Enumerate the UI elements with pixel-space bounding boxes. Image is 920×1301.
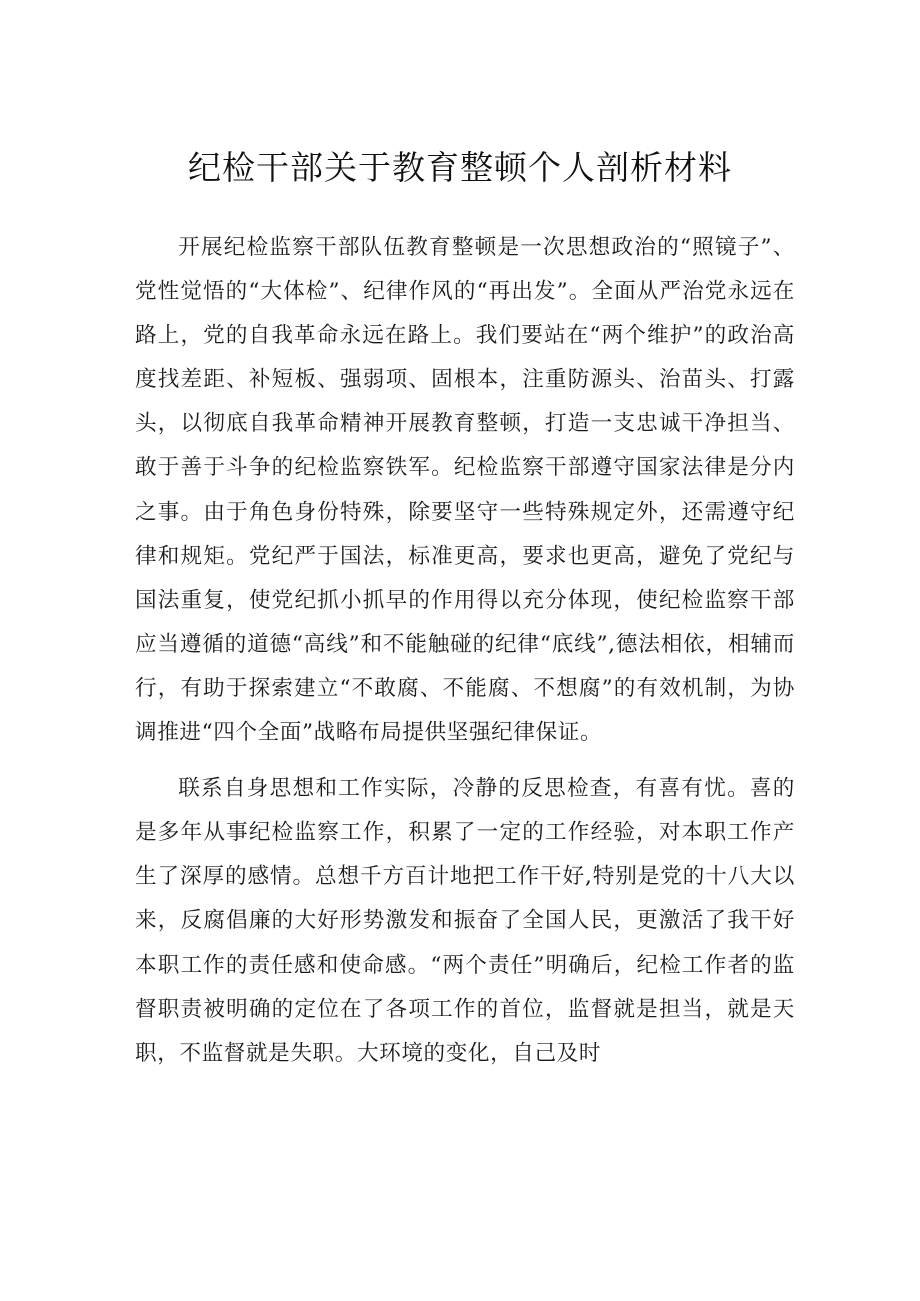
paragraph-2: 联系自身思想和工作实际，冷静的反思检查，有喜有忧。喜的是多年从事纪检监察工作，积累了一定的工作经验，对本职工作产生了深厚的感情。总想千方百计地把工作干好,特别是党的十八大以来，反腐倡廉的大好形势激发和振奋了全国人民，更激活了我干好本职工作的责任感和使命感。“两个责任”明确后，纪检工作者的监督职责被明确的定位在了各项工作的首位，监督就是担当，就是天职，不监督就是失职。大环境的变化，自己及时: [135, 776, 795, 1066]
document-title: 纪检干部关于教育整顿个人剖析材料: [188, 148, 732, 187]
paragraph-1: 开展纪检监察干部队伍教育整顿是一次思想政治的“照镜子”、党性觉悟的“大体检”、纪律作风的“再出发”。全面从严治党永远在路上，党的自我革命永远在路上。我们要站在“两个维护”的政治高度找差距、补短板、强弱项、固根本，注重防源头、治苗头、打露头，以彻底自我革命精神开展教育整顿，打造一支忠诚干净担当、敢于善于斗争的纪检监察铁军。纪检监察干部遵守国家法律是分内之事。由于角色身份特殊，除要坚守一些特殊规定外，还需遵守纪律和规矩。党纪严于国法，标准更高，要求也更高，避免了党纪与国法重复，使党纪抓小抓早的作用得以充分体现，使纪检监察干部应当遵循的道德“高线”和不能触碰的纪律“底线”,德法相依，相辅而行，有助于探索建立“不敢腐、不能腐、不想腐”的有效机制，为协调推进“四个全面”战略布局提供坚强纪律保证。: [135, 235, 795, 746]
document-body: [135, 226, 795, 1076]
